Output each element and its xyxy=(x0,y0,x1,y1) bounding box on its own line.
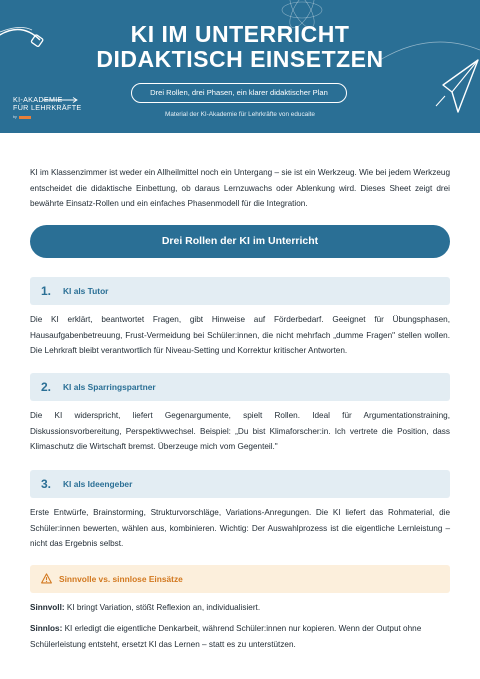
role-label: KI als Tutor xyxy=(63,286,109,296)
role-text-sparring: Die KI widerspricht, liefert Gegenargumente, spielt Rollen. Ideal für Argumentationstraining, Diskussionsvorbereitung, Perspektivwechsel. Beispiel: „Du bist Klimaforscher:in. Ich vertrete die Position, dass Klimaschutz die Wirtschaft bremst. Überzeuge mich vom Gegenteil." xyxy=(30,411,450,451)
role-number: 1. xyxy=(41,284,52,298)
note-lead: Sinnvoll: xyxy=(30,603,65,612)
academy-logo xyxy=(13,96,82,119)
logo-line-1: KI-AKADEMIE xyxy=(13,95,63,104)
role-heading-tutor xyxy=(30,277,450,305)
note-text: KI bringt Variation, stößt Reflexion an, individualisiert. xyxy=(64,603,261,612)
role-number: 3. xyxy=(41,477,52,491)
role-number: 2. xyxy=(41,380,52,394)
note-lead: Sinnlos: xyxy=(30,624,63,633)
role-heading-sparring xyxy=(30,373,450,401)
section-title-bar: Drei Rollen der KI im Unterricht xyxy=(30,225,450,258)
header-banner xyxy=(0,0,480,133)
page-title-line-2: DIDAKTISCH EINSETZEN xyxy=(96,46,384,72)
logo-line-3 xyxy=(13,115,82,119)
intro-paragraph: KI im Klassenzimmer ist weder ein Allheilmittel noch ein Untergang – sie ist ein Werkzeug. Wie bei jedem Werkzeug entscheidet die didaktische Einbettung, ob daraus Lernzuwachs oder Ablenkung wird. Dieses Sheet zeigt drei bewährte Einsatz-Rollen und ein einfaches Phasenmodell für die Integration. xyxy=(30,168,450,208)
role-label: KI als Sparringspartner xyxy=(63,382,156,392)
material-credit: Material der KI-Akademie für Lehrkräfte von educaite xyxy=(165,111,315,118)
role-label: KI als Ideengeber xyxy=(63,479,133,489)
subtitle-pill: Drei Rollen, drei Phasen, ein klarer didaktischer Plan xyxy=(131,83,347,103)
role-heading-ideas xyxy=(30,470,450,498)
warning-label: Sinnvolle vs. sinnlose Einsätze xyxy=(59,574,183,584)
role-text-ideas: Erste Entwürfe, Brainstorming, Strukturvorschläge, Variations-Anregungen. Die KI liefert das Rohmaterial, die Schüler:innen bewerten, wählen aus, kombinieren. Wichtig: Der Auswahlprozess ist die eigentliche Lernleistung – nicht das Ergebnis selbst. xyxy=(30,508,450,548)
role-text-tutor: Die KI erklärt, beantwortet Fragen, gibt Hinweise auf Förderbedarf. Geeignet für Übungsphasen, Hausaufgabenbetreuung, Frust-Vermeidung bei Schüler:innen, die nicht mehrfach „dumme Fragen" stellen wollen. Die Lehrkraft bleibt verantwortlich für Niveau-Setting und Korrektur kritischer Antworten. xyxy=(30,315,450,355)
note-text: KI erledigt die eigentliche Denkarbeit, während Schüler:innen nur kopieren. Wenn der Output ohne Schülerleistung entsteht, ersetzt KI das Lernen – statt es zu unterstützen. xyxy=(30,624,422,649)
note-senseless xyxy=(30,621,450,652)
logo-line-2: FÜR LEHRKRÄFTE xyxy=(13,103,82,112)
warning-heading xyxy=(30,565,450,593)
page-title-line-1: KI IM UNTERRICHT xyxy=(130,21,350,47)
logo-by-text: by xyxy=(13,115,17,119)
warning-icon xyxy=(41,573,52,584)
note-sensible xyxy=(30,600,450,616)
brand-mark xyxy=(19,116,31,119)
